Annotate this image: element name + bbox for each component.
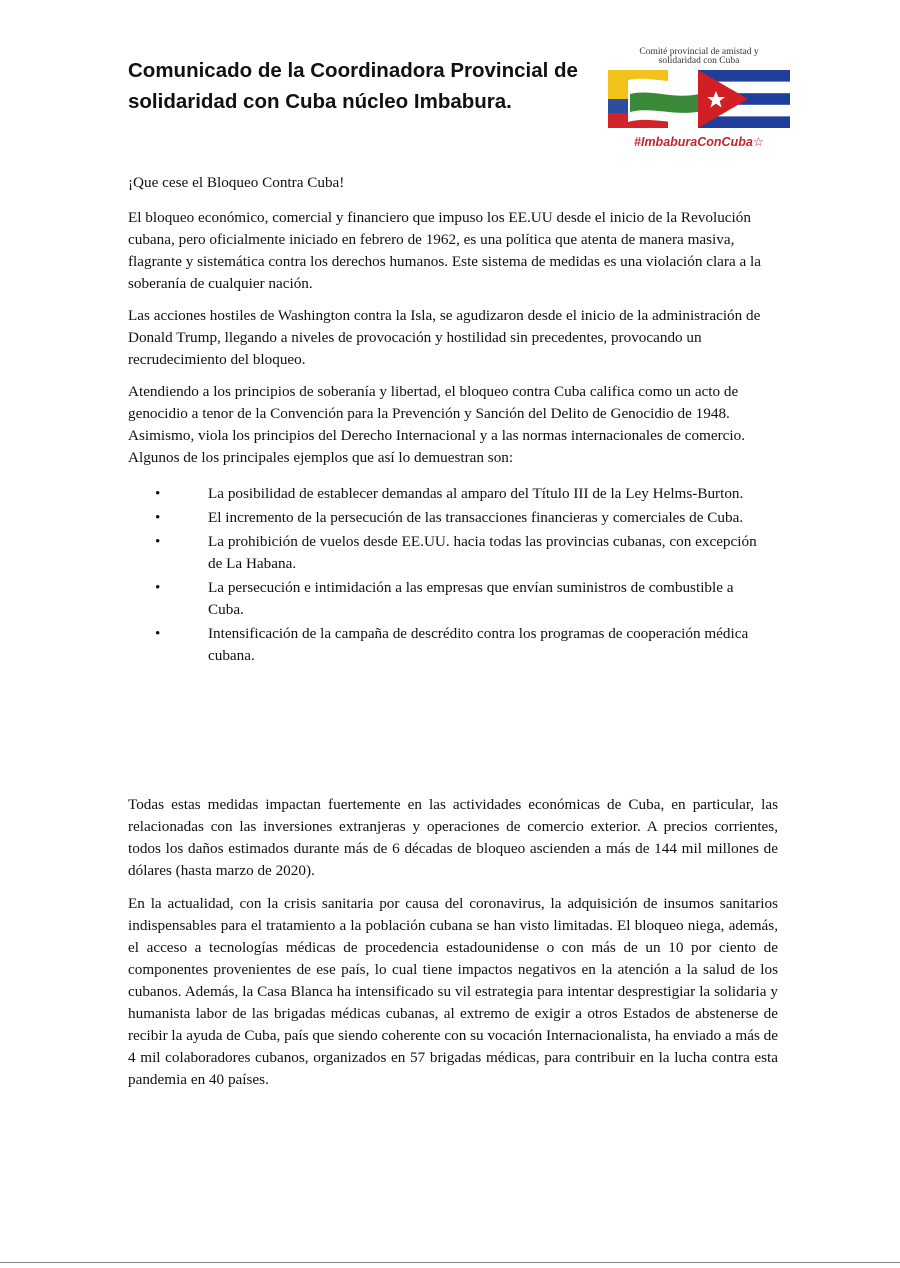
paragraph-4: Todas estas medidas impactan fuertemente en las actividades económicas de Cuba, en particular, las relacionadas con las inversiones extranjeras y operaciones de comercio exterior. A precios corrientes, todos los daños estimados durante más de 6 décadas de bloqueo ascienden a más de 144 mil millones de dólares (hasta marzo de 2020). <box>128 796 778 879</box>
list-item <box>128 531 768 575</box>
examples-list <box>128 483 778 667</box>
list-item-text: La posibilidad de establecer demandas al amparo del Título III de la Ley Helms-Burton. <box>208 485 744 502</box>
bullet-marker: • <box>155 533 161 550</box>
bullet-marker: • <box>155 485 161 502</box>
bullet-marker: • <box>155 509 161 526</box>
document-body-lower <box>128 794 778 1102</box>
bullet-marker: • <box>155 625 161 642</box>
intro-slogan: ¡Que cese el Bloqueo Contra Cuba! <box>128 174 345 191</box>
title-line-2: solidaridad con Cuba núcleo Imbabura. <box>128 90 512 113</box>
list-item-text: Intensificación de la campaña de descrédito contra los programas de cooperación médica cubana. <box>208 625 749 664</box>
paragraph-3: Atendiendo a los principios de soberanía y libertad, el bloqueo contra Cuba califica como un acto de genocidio a tenor de la Convención para la Prevención y Sanción del Delito de Genocidio de 1948. Asimismo, viola los principios del Derecho Internacional y a las normas internacionales de comercio. Algunos de los principales ejemplos que así lo demuestran son: <box>128 383 746 466</box>
paragraph-5: En la actualidad, con la crisis sanitaria por causa del coronavirus, la adquisición de insumos sanitarios indispensables para el tratamiento a la población cubana se han visto limitadas. El bloqueo niega, además, el acceso a tecnologías médicas de procedencia estadounidense o con más de un 10 por ciento de componentes provenientes de ese país, lo cual tiene impactos negativos en la atención a la salud de los cubanos. Además, la Casa Blanca ha intensificado su vil estrategia para intentar desprestigiar la solidaria y humanista labor de las brigadas médicas cubanas, al extremo de exigir a otros Estados de abstenerse de recibir la ayuda de Cuba, país que siendo coherente con su vocación Internacionalista, ha enviado a más de 4 mil colaboradores cubanos, organizados en 57 brigadas médicas, para contribuir en la lucha contra esta pandemia en 40 países. <box>128 895 778 1088</box>
list-item <box>128 577 768 621</box>
hashtag-imbabura-con-cuba: #ImbaburaConCuba☆ <box>634 135 764 149</box>
page-bottom-divider <box>0 1262 900 1263</box>
list-item-text: El incremento de la persecución de las transacciones financieras y comerciales de Cuba. <box>208 509 744 526</box>
logo-caption <box>608 48 790 66</box>
document-title <box>128 55 608 117</box>
list-item-text: La prohibición de vuelos desde EE.UU. hacia todas las provincias cubanas, con excepción de La Habana. <box>208 533 757 572</box>
logo-caption-line-2: solidaridad con Cuba <box>658 56 740 66</box>
list-item-text: La persecución e intimidación a las empresas que envían suministros de combustible a Cuba. <box>208 579 734 618</box>
bullet-marker: • <box>155 579 161 596</box>
list-item <box>128 507 768 529</box>
solidarity-logo <box>608 48 790 156</box>
paragraph-2: Las acciones hostiles de Washington contra la Isla, se agudizaron desde el inicio de la administración de Donald Trump, llegando a niveles de provocación y hostilidad sin precedentes, provocando un recrudecimiento del bloqueo. <box>128 307 761 368</box>
ecuador-cuba-flags-image <box>608 70 790 128</box>
imbabura-green <box>630 92 706 113</box>
document-body-upper <box>128 172 778 669</box>
list-item <box>128 483 768 505</box>
paragraph-1: El bloqueo económico, comercial y financiero que impuso los EE.UU desde el inicio de la Revolución cubana, pero oficialmente iniciado en febrero de 1962, es una política que atenta de manera masiva, flagrante y sistemática contra los derechos humanos. Este sistema de medidas es una violación clara a la soberanía de cualquier nación. <box>128 209 762 292</box>
list-item <box>128 623 768 667</box>
logo-caption-line-1: Comité provincial de amistad y <box>639 47 759 57</box>
title-line-1: Comunicado de la Coordinadora Provincial de <box>128 59 578 82</box>
